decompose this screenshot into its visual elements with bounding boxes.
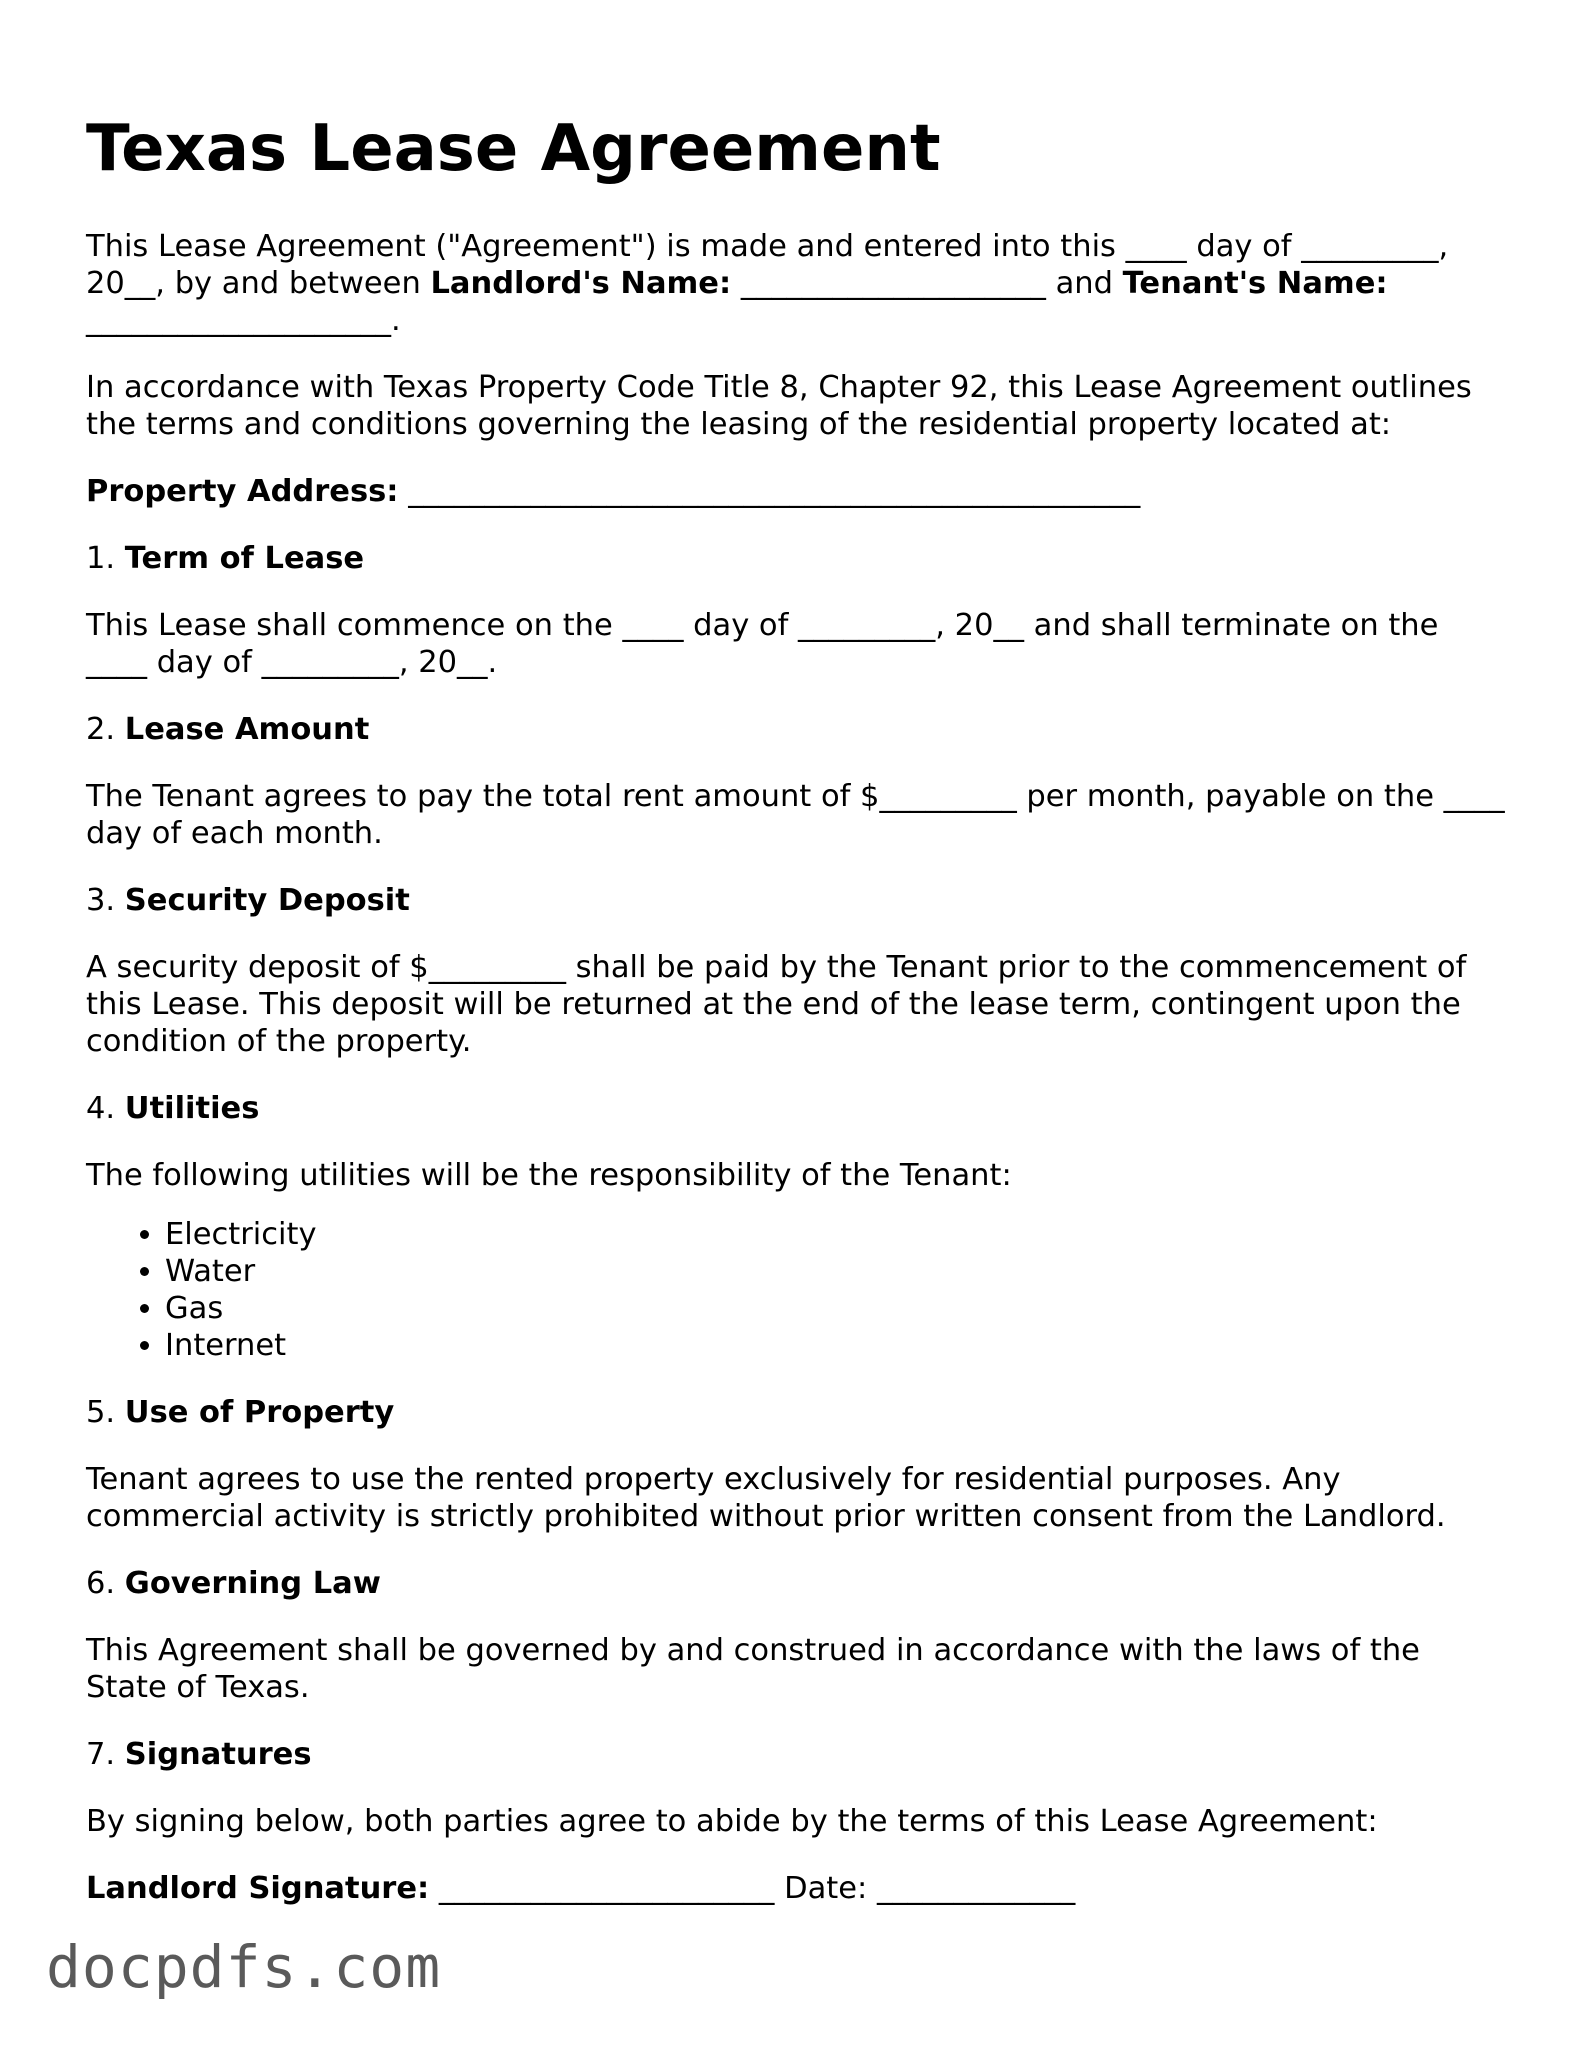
list-item: • Internet [165,1327,1506,1364]
section-body-signatures: By signing below, both parties agree to abide by the terms of this Lease Agreement: [86,1804,1378,1839]
section-heading-utilities [86,1090,1506,1127]
section-title: Use of Property [124,1395,395,1430]
section-body-lease-amount: The Tenant agrees to pay the total rent amount of $_________ per month, payable on the ____ day of each month. [86,779,1505,851]
section-title: Term of Lease [124,541,365,576]
section-body-security-deposit: A security deposit of $_________ shall be paid by the Tenant prior to the commencement of this Lease. This deposit will be returned at the end of the lease term, contingent upon the condition of the property. [86,950,1467,1059]
section-number: 7. [86,1737,125,1772]
intro-text-2: ____________________ and [731,266,1123,301]
list-item: • Water [165,1253,1506,1290]
landlord-signature-blank: ______________________ Date: _____________ [429,1871,1076,1906]
list-item: • Electricity [165,1216,1506,1253]
property-address-blank: ________________________________________________ [398,474,1141,509]
section-title: Utilities [124,1091,260,1126]
section-number: 3. [86,883,125,918]
section-title: Security Deposit [124,883,410,918]
section-heading-term [86,540,1506,577]
list-item: • Gas [165,1290,1506,1327]
section-title: Signatures [124,1737,312,1772]
property-address-line [86,473,1506,510]
section-heading-security-deposit [86,882,1506,919]
section-number: 2. [86,712,125,747]
section-number: 6. [86,1566,125,1601]
landlord-signature-line [86,1870,1506,1907]
section-title: Lease Amount [124,712,370,747]
intro-paragraph [86,228,1506,339]
landlord-name-label: Landlord's Name: [430,266,732,301]
section-heading-lease-amount [86,711,1506,748]
section-heading-signatures [86,1736,1506,1773]
document-title: Texas Lease Agreement [86,112,941,186]
watermark: docpdfs.com [46,1933,442,2001]
section-heading-use-of-property [86,1394,1506,1431]
section-body-utilities: The following utilities will be the responsibility of the Tenant: [86,1158,1012,1193]
document-page [86,104,1506,1937]
utilities-list [86,1216,1506,1364]
section-number: 5. [86,1395,125,1430]
landlord-signature-label: Landlord Signature: [86,1871,430,1906]
section-body-term: This Lease shall commence on the ____ day of _________, 20__ and shall terminate on the ____ day of _________, 20__. [86,608,1439,680]
section-body-use-of-property: Tenant agrees to use the rented property exclusively for residential purposes. Any commercial activity is strictly prohibited without prior written consent from the Landlord. [86,1462,1446,1534]
section-body-governing-law: This Agreement shall be governed by and construed in accordance with the laws of the State of Texas. [86,1633,1420,1705]
section-number: 4. [86,1091,125,1126]
section-title: Governing Law [124,1566,381,1601]
property-address-label: Property Address: [86,474,399,509]
tenant-name-label: Tenant's Name: [1122,266,1388,301]
section-number: 1. [86,541,125,576]
intro-text-1: This Lease Agreement ("Agreement") is made and entered into this ____ day of _________, 20__, by and between [86,229,1449,301]
intro-text-3: ____________________. [86,303,401,338]
section-heading-governing-law [86,1565,1506,1602]
accordance-paragraph: In accordance with Texas Property Code Title 8, Chapter 92, this Lease Agreement outlines the terms and conditions governing the leasing of the residential property located at: [86,370,1472,442]
